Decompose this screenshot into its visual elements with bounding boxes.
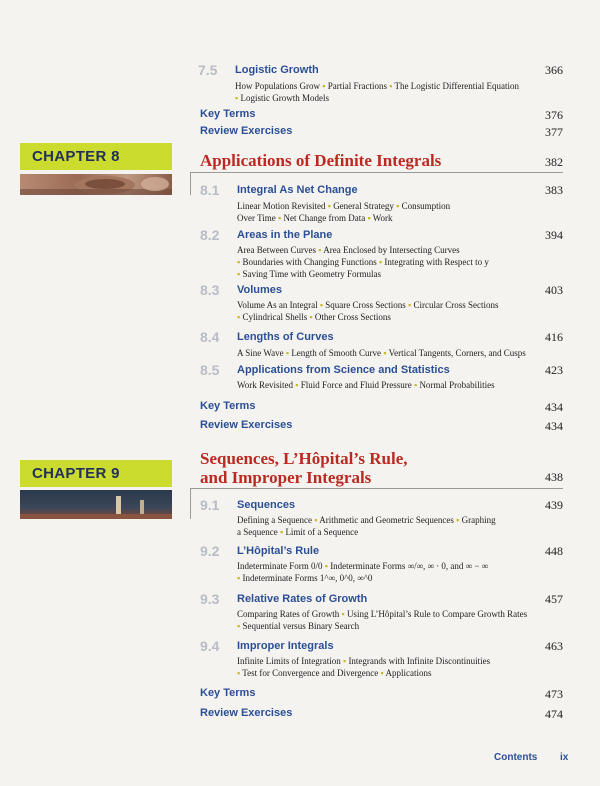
review-exercises-link[interactable]: Review Exercises (200, 707, 293, 719)
topics-line: Indeterminate Form 0/0 ▪ Indeterminate Forms ∞/∞, ∞ · 0, and ∞ − ∞ (237, 561, 489, 571)
page-number: 416 (545, 330, 563, 344)
section-title[interactable]: Improper Integrals (237, 640, 334, 652)
section-title[interactable]: Integral As Net Change (237, 184, 358, 196)
topics-line: Work Revisited ▪ Fluid Force and Fluid Pressure ▪ Normal Probabilities (237, 380, 495, 390)
pottery-image (20, 174, 172, 195)
topics-line: ▪ Test for Convergence and Divergence ▪ Applications (237, 668, 432, 678)
page-number: 377 (545, 125, 563, 139)
topics-line: Linear Motion Revisited ▪ General Strategy ▪ Consumption (237, 201, 451, 211)
section-topics (237, 514, 557, 538)
review-exercises-link[interactable]: Review Exercises (200, 125, 293, 137)
topics-line: a Sequence ▪ Limit of a Sequence (237, 527, 359, 537)
topics-line: ▪ Cylindrical Shells ▪ Other Cross Sections (237, 312, 391, 322)
section-topics (237, 655, 562, 679)
page-number: 457 (545, 592, 563, 606)
page-number: 473 (545, 687, 563, 701)
key-terms-link[interactable]: Key Terms (200, 108, 256, 120)
chapter-label-bar (20, 460, 172, 487)
section-title[interactable]: Relative Rates of Growth (237, 593, 368, 605)
chapter-rule (190, 172, 563, 173)
page-number: 383 (545, 183, 563, 197)
chapter-label: CHAPTER 9 (32, 465, 120, 482)
section-title[interactable]: Sequences (237, 499, 296, 511)
topics-line: ▪ Sequential versus Binary Search (237, 621, 360, 631)
section-number: 7.5 (198, 62, 218, 78)
page-number: 403 (545, 283, 563, 297)
section-topics (237, 347, 557, 359)
section-number: 8.3 (200, 282, 220, 298)
page-number: 434 (545, 419, 563, 433)
chapter-rule-vertical (190, 488, 191, 519)
topics-line: Area Between Curves ▪ Area Enclosed by Intersecting Curves (237, 245, 460, 255)
section-title[interactable]: Volumes (237, 284, 283, 296)
topics-line: Defining a Sequence ▪ Arithmetic and Geometric Sequences ▪ Graphing (237, 515, 496, 525)
page-number: 448 (545, 544, 563, 558)
section-topics (237, 200, 557, 224)
page-number: 394 (545, 228, 563, 242)
chapter-label: CHAPTER 8 (32, 148, 120, 165)
night-scene-image (20, 490, 172, 519)
section-topics (237, 608, 562, 632)
topics-line: ▪ Indeterminate Forms 1^∞, 0^0, ∞^0 (237, 573, 373, 583)
footer-label: Contents (494, 752, 538, 763)
topics-line: ▪ Boundaries with Changing Functions ▪ Integrating with Respect to y (237, 257, 489, 267)
topics-line: A Sine Wave ▪ Length of Smooth Curve ▪ Vertical Tangents, Corners, and Cusps (237, 348, 526, 358)
topics-line: Volume As an Integral ▪ Square Cross Sections ▪ Circular Cross Sections (237, 300, 499, 310)
section-topics (235, 80, 555, 104)
page-number: 439 (545, 498, 563, 512)
chapter-title[interactable]: Applications of Definite Integrals (200, 151, 442, 170)
page-number: 463 (545, 639, 563, 653)
review-exercises-link[interactable]: Review Exercises (200, 419, 293, 431)
topics-line: Over Time ▪ Net Change from Data ▪ Work (237, 213, 393, 223)
topics-line: ▪ Saving Time with Geometry Formulas (237, 269, 381, 279)
section-number: 8.4 (200, 329, 220, 345)
section-title[interactable]: L’Hôpital’s Rule (237, 545, 320, 557)
section-number: 9.3 (200, 591, 220, 607)
page-number: 423 (545, 363, 563, 377)
page-number: 438 (545, 470, 563, 484)
chapter-image (20, 490, 172, 519)
section-title[interactable]: Logistic Growth (235, 64, 319, 76)
footer-page-number: ix (560, 752, 569, 763)
section-number: 8.2 (200, 227, 220, 243)
topics-line: How Populations Grow ▪ Partial Fractions ▪ The Logistic Differential Equation (235, 81, 520, 91)
chapter-title-line: and Improper Integrals (200, 468, 372, 487)
section-number: 9.1 (200, 497, 220, 513)
page-number: 376 (545, 108, 563, 122)
page-number: 366 (545, 63, 563, 77)
page-number: 474 (545, 707, 563, 721)
section-title[interactable]: Applications from Science and Statistics (237, 364, 450, 376)
section-title[interactable]: Lengths of Curves (237, 331, 334, 343)
section-topics (237, 299, 557, 323)
chapter-rule (190, 488, 563, 489)
chapter-label-bar (20, 143, 172, 170)
section-number: 8.1 (200, 182, 220, 198)
topics-line: Comparing Rates of Growth ▪ Using L’Hôpital’s Rule to Compare Growth Rates (237, 609, 528, 619)
section-topics (237, 560, 562, 584)
key-terms-link[interactable]: Key Terms (200, 400, 256, 412)
page-number: 434 (545, 400, 563, 414)
section-number: 9.4 (200, 638, 220, 654)
page-number: 382 (545, 155, 563, 169)
chapter-title-line: Sequences, L’Hôpital’s Rule, (200, 449, 408, 468)
key-terms-link[interactable]: Key Terms (200, 687, 256, 699)
section-title[interactable]: Areas in the Plane (237, 229, 333, 241)
chapter-image (20, 174, 172, 195)
section-topics (237, 244, 557, 280)
section-number: 8.5 (200, 362, 220, 378)
topics-line: Infinite Limits of Integration ▪ Integrands with Infinite Discontinuities (237, 656, 491, 666)
chapter-title[interactable] (200, 449, 408, 487)
section-topics (237, 379, 557, 391)
chapter-rule-vertical (190, 172, 191, 195)
topics-line: ▪ Logistic Growth Models (235, 93, 329, 103)
section-number: 9.2 (200, 543, 220, 559)
